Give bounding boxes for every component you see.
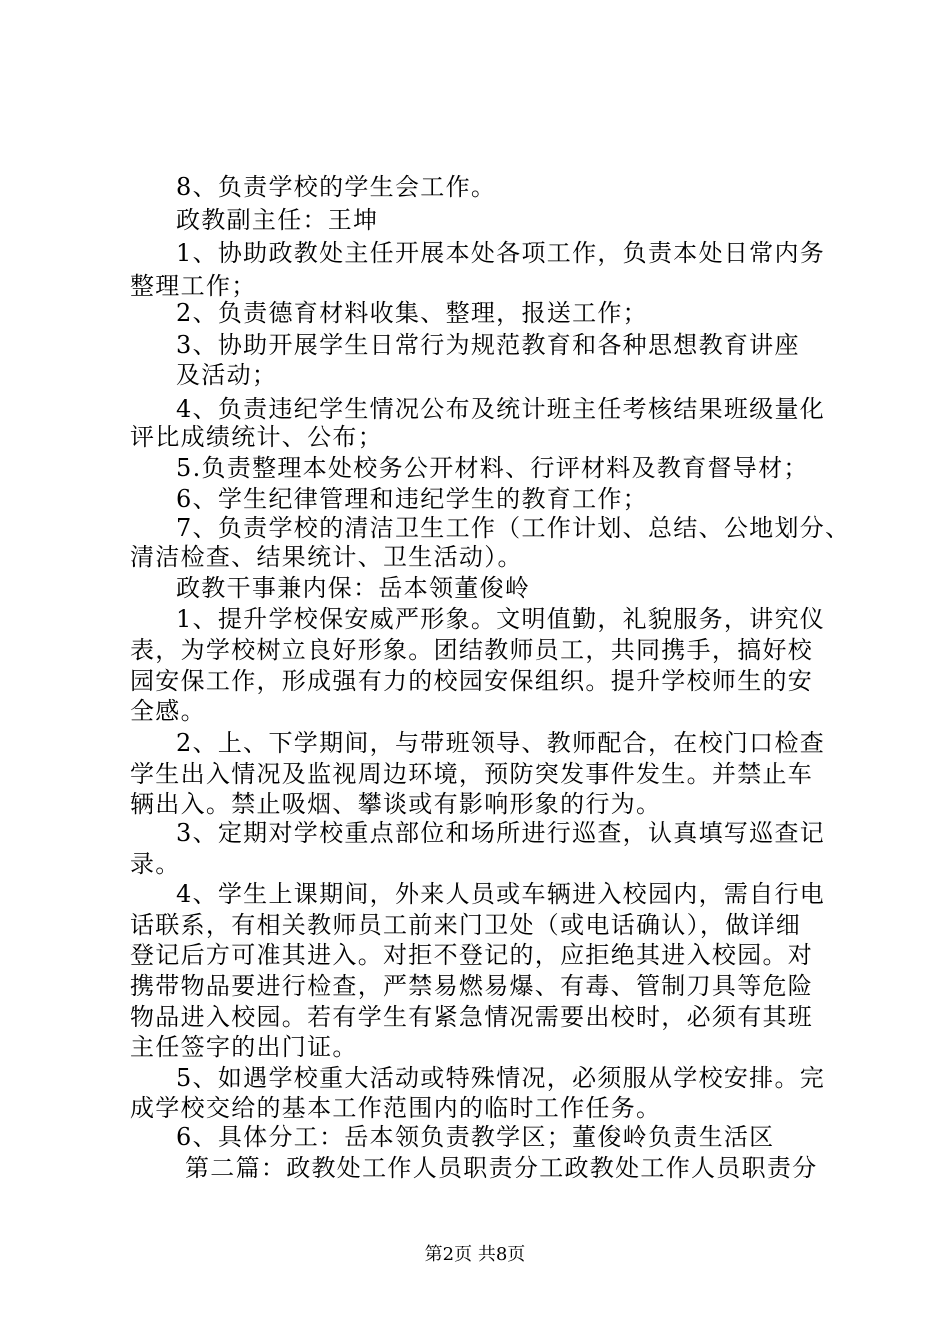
text-line: 学生出入情况及监视周边环境，预防突发事件发生。并禁止车 (130, 760, 814, 788)
text-line: 3、定期对学校重点部位和场所进行巡查，认真填写巡查记 (176, 819, 826, 847)
text-line: 3、协助开展学生日常行为规范教育和各种思想教育讲座 (176, 331, 800, 359)
text-line: 及活动； (176, 361, 278, 389)
text-line: 成学校交给的基本工作范围内的临时工作任务。 (130, 1094, 662, 1122)
text-line: 园安保工作，形成强有力的校园安保组织。提升学校师生的安 (130, 667, 814, 695)
text-line: 登记后方可准其进入。对拒不登记的，应拒绝其进入校园。对 (130, 941, 814, 969)
text-line: 主任签字的出门证。 (130, 1033, 358, 1061)
text-line: 政教副主任：王坤 (176, 206, 379, 234)
text-line: 6、学生纪律管理和违纪学生的教育工作； (176, 485, 648, 513)
text-line: 4、学生上课期间，外来人员或车辆进入校园内，需自行电 (176, 880, 826, 908)
text-line: 第二篇：政教处工作人员职责分工政教处工作人员职责分 (185, 1154, 818, 1182)
text-line: 全感。 (130, 697, 206, 725)
text-line: 8、负责学校的学生会工作。 (176, 173, 497, 201)
text-line: 携带物品要进行检查，严禁易燃易爆、有毒、管制刀具等危险 (130, 972, 814, 1000)
text-line: 7、负责学校的清洁卫生工作（工作计划、总结、公地划分、 (176, 514, 851, 542)
text-line: 物品进入校园。若有学生有紧急情况需要出校时，必须有其班 (130, 1003, 814, 1031)
text-line: 表，为学校树立良好形象。团结教师员工，共同携手，搞好校 (130, 636, 814, 664)
text-line: 整理工作； (130, 272, 257, 300)
text-line: 录。 (130, 850, 181, 878)
text-line: 4、负责违纪学生情况公布及统计班主任考核结果班级量化 (176, 395, 826, 423)
text-line: 5.负责整理本处校务公开材料、行评材料及教育督导材； (176, 454, 809, 482)
text-line: 话联系，有相关教师员工前来门卫处（或电话确认），做详细 (130, 911, 802, 939)
page-number-footer: 第2页 共8页 (424, 1244, 526, 1265)
text-line: 政教干事兼内保：岳本领董俊岭 (176, 574, 531, 602)
text-line: 1、提升学校保安威严形象。文明值勤，礼貌服务，讲究仪 (176, 605, 826, 633)
text-line: 2、上、下学期间，与带班领导、教师配合，在校门口检查 (176, 729, 826, 757)
text-line: 清洁检查、结果统计、卫生活动）。 (130, 543, 523, 571)
text-line: 6、具体分工：岳本领负责教学区；董俊岭负责生活区 (176, 1123, 775, 1151)
text-line: 辆出入。禁止吸烟、攀谈或有影响形象的行为。 (130, 790, 662, 818)
text-line: 评比成绩统计、公布； (130, 423, 383, 451)
text-line: 5、如遇学校重大活动或特殊情况，必须服从学校安排。完 (176, 1064, 826, 1092)
text-line: 2、负责德育材料收集、整理，报送工作； (176, 299, 648, 327)
text-line: 1、协助政教处主任开展本处各项工作，负责本处日常内务 (176, 239, 826, 267)
